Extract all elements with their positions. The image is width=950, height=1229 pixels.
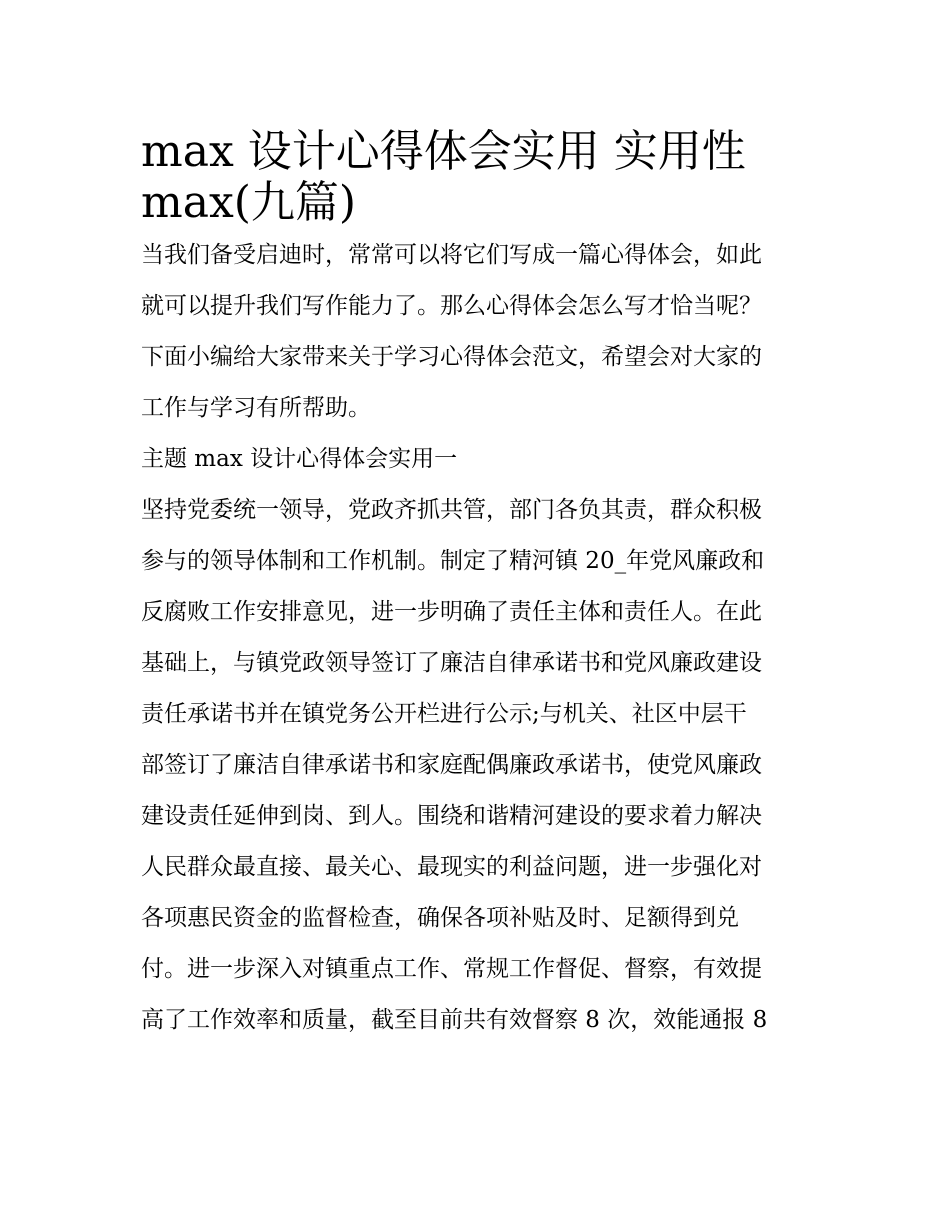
body-line: 人民群众最直接、最关心、最现实的利益问题，进一步强化对 — [141, 854, 762, 880]
section-heading — [141, 434, 813, 485]
intro-line: 当我们备受启迪时，常常可以将它们写成一篇心得体会，如此 — [141, 242, 762, 268]
body-line: 坚持党委统一领导，党政齐抓共管，部门各负其责，群众积极 — [141, 497, 762, 523]
body-paragraph — [141, 485, 813, 1046]
section-heading-text: 主题 max 设计心得体会实用一 — [141, 446, 458, 472]
body-line: 基础上，与镇党政领导签订了廉洁自律承诺书和党风廉政建设 — [141, 650, 762, 676]
body-line: 反腐败工作安排意见，进一步明确了责任主体和责任人。在此 — [141, 599, 762, 625]
body-line: 部签订了廉洁自律承诺书和家庭配偶廉政承诺书，使党风廉政 — [141, 752, 762, 778]
body-line: 各项惠民资金的监督检查，确保各项补贴及时、足额得到兑 — [141, 905, 739, 931]
document-content — [141, 114, 813, 1046]
intro-line: 就可以提升我们写作能力了。那么心得体会怎么写才恰当呢？ — [141, 293, 762, 319]
document-title — [141, 114, 813, 228]
intro-line: 下面小编给大家带来关于学习心得体会范文，希望会对大家的 — [141, 344, 762, 370]
body-line: 付。进一步深入对镇重点工作、常规工作督促、督察，有效提 — [141, 956, 762, 982]
body-line: 高了工作效率和质量，截至目前共有效督察 8 次，效能通报 8 — [141, 1007, 768, 1033]
intro-line: 工作与学习有所帮助。 — [141, 395, 371, 421]
body-line: 建设责任延伸到岗、到人。围绕和谐精河建设的要求着力解决 — [141, 803, 762, 829]
body-line: 责任承诺书并在镇党务公开栏进行公示;与机关、社区中层干 — [141, 701, 747, 727]
title-line-1: max 设计心得体会实用 实用性 — [141, 126, 746, 177]
intro-paragraph — [141, 230, 813, 434]
body-line: 参与的领导体制和工作机制。制定了精河镇 20_年党风廉政和 — [141, 548, 765, 574]
title-line-2: max(九篇) — [141, 177, 357, 228]
